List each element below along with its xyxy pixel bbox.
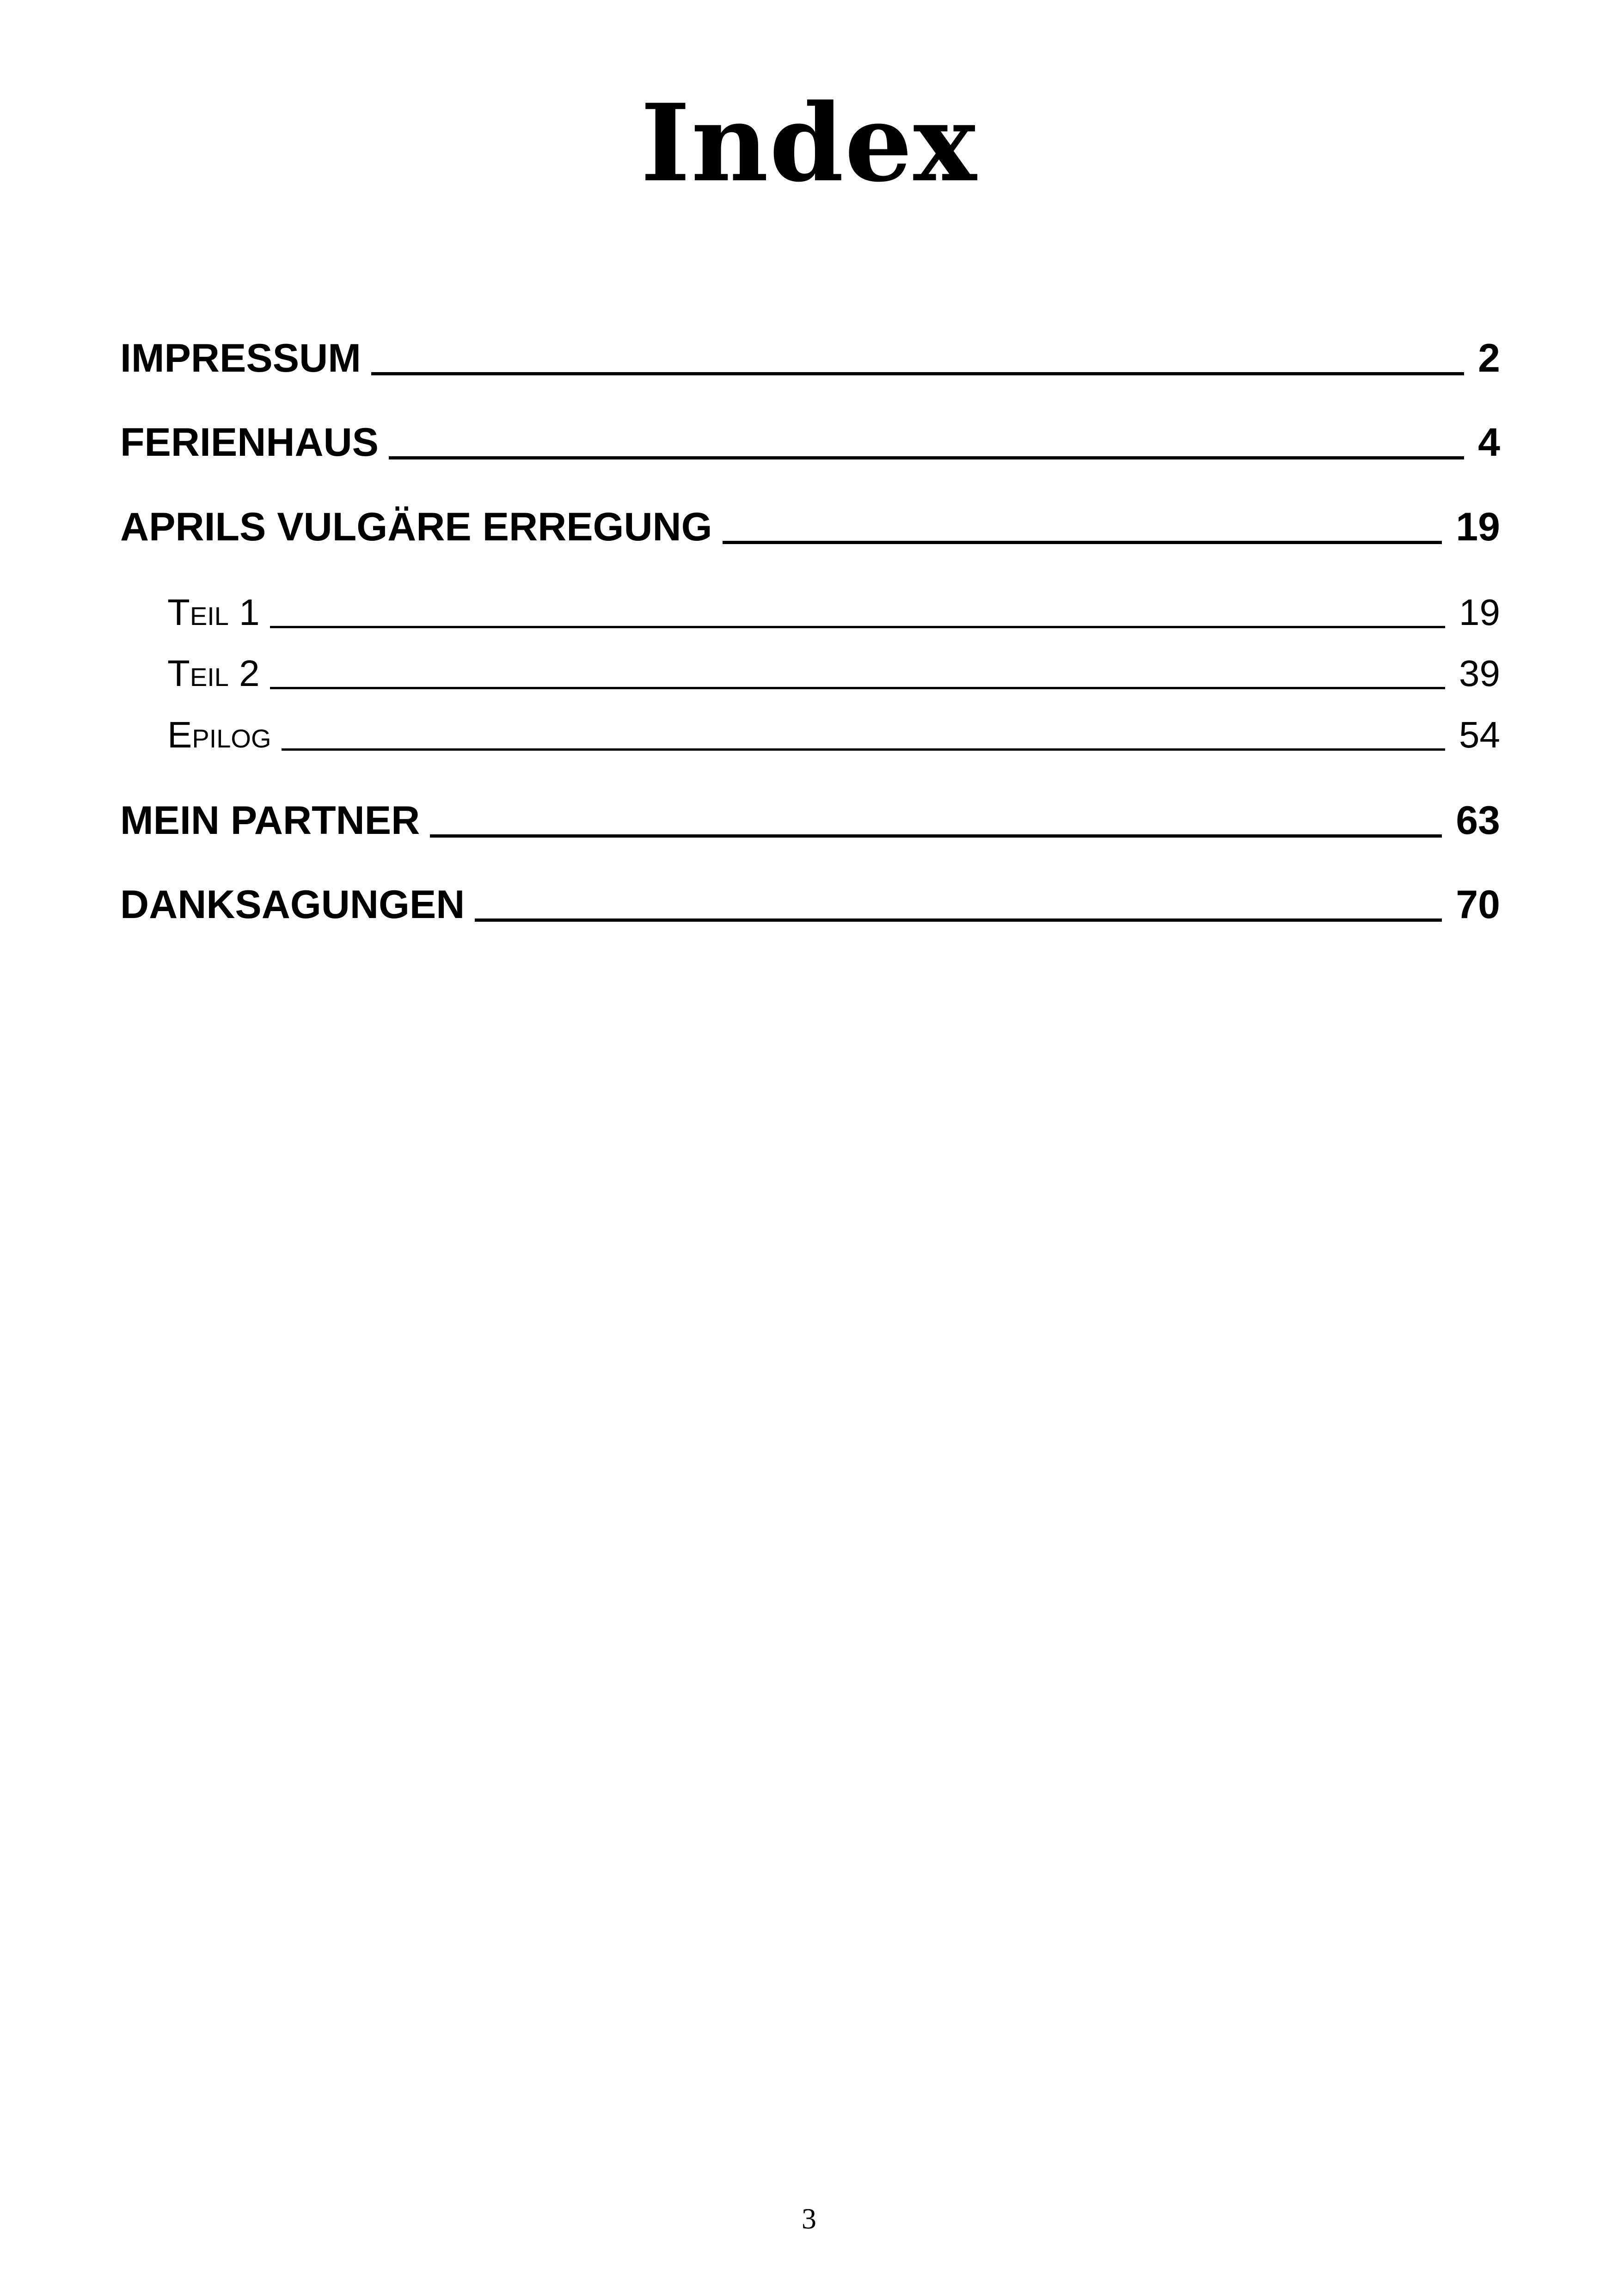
page-title: Index: [640, 81, 978, 206]
toc-entry-label: APRILS VULGÄRE ERREGUNG: [120, 505, 712, 549]
toc-entry-label: Epilog: [167, 714, 271, 755]
toc-entry-page: 39: [1459, 653, 1500, 694]
toc-entry-page: 63: [1456, 798, 1500, 843]
toc-leader-line: [282, 748, 1445, 751]
toc-leader-line: [270, 687, 1445, 689]
toc-leader-line: [389, 456, 1464, 459]
toc-entry-mein-partner[interactable]: [120, 795, 1500, 846]
toc-entry-page: 2: [1478, 336, 1500, 380]
toc-entry-page: 19: [1456, 505, 1500, 549]
toc-entry-danksagungen[interactable]: [120, 879, 1500, 930]
toc-entry-label: DANKSAGUNGEN: [120, 882, 465, 927]
toc-entry-impressum[interactable]: [120, 333, 1500, 384]
toc-entry-label: FERIENHAUS: [120, 420, 379, 465]
toc-subentry-epilog[interactable]: [167, 712, 1500, 758]
toc-leader-line: [371, 372, 1464, 375]
toc-entry-label: Teil 1: [167, 592, 260, 633]
toc-subentry-teil-1[interactable]: [167, 589, 1500, 636]
toc-entry-page: 4: [1478, 420, 1500, 465]
toc-entry-aprils-vulgaere-erregung[interactable]: [120, 502, 1500, 552]
toc-subentry-teil-2[interactable]: [167, 650, 1500, 697]
toc-entry-label: Teil 2: [167, 653, 260, 694]
toc-entry-ferienhaus[interactable]: [120, 417, 1500, 468]
toc-entry-page: 54: [1459, 714, 1500, 755]
toc-leader-line: [430, 834, 1442, 838]
toc-leader-line: [270, 626, 1445, 628]
toc-entry-label: MEIN PARTNER: [120, 798, 420, 843]
toc-entry-label: IMPRESSUM: [120, 336, 361, 380]
page-number: 3: [802, 2202, 816, 2235]
toc-leader-line: [723, 541, 1442, 544]
toc-leader-line: [475, 918, 1442, 922]
toc-entry-page: 70: [1456, 882, 1500, 927]
toc-entry-page: 19: [1459, 592, 1500, 633]
